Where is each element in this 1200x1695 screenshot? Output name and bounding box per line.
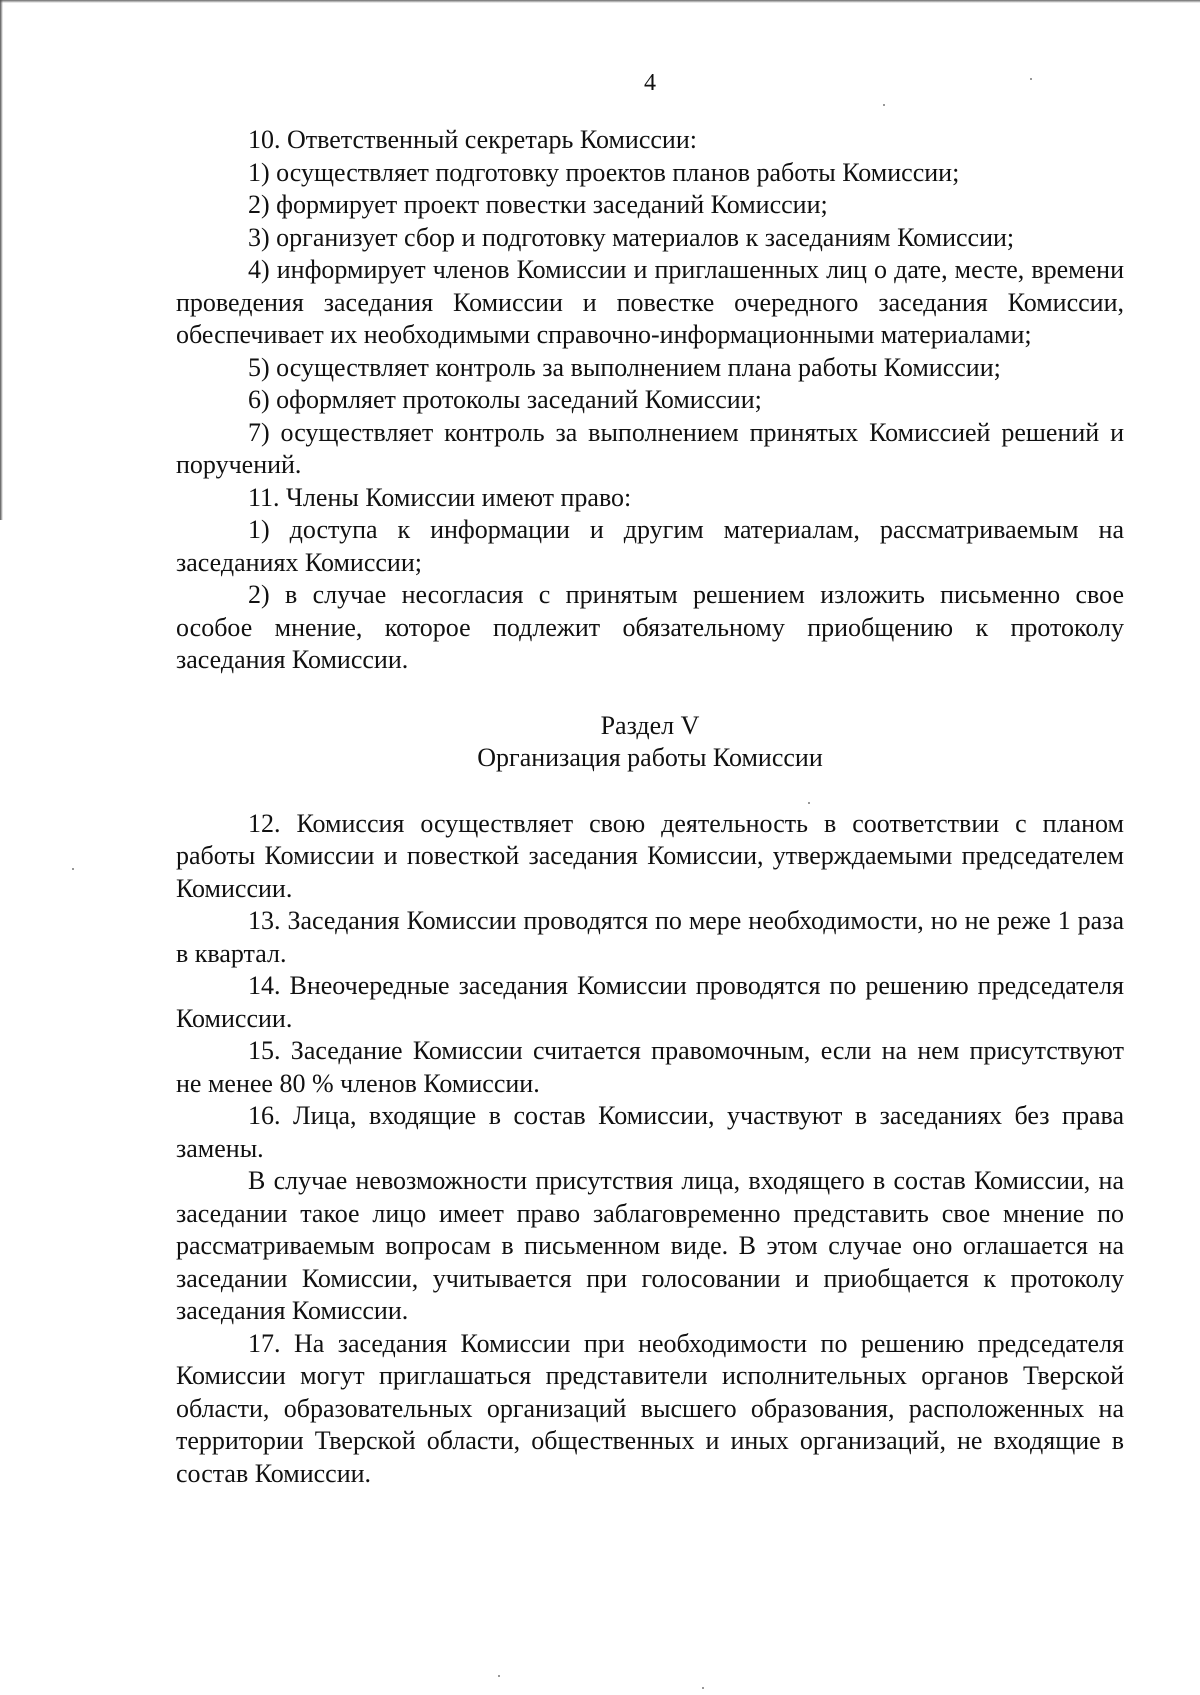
paragraph: 1) осуществляет подготовку проектов планов работы Комиссии; — [248, 157, 960, 187]
paragraph: 3) организует сбор и подготовку материалов к заседаниям Комиссии; — [248, 222, 1015, 252]
paragraph: 12. Комиссия осуществляет свою деятельность в соответствии с планом работы Комиссии и повесткой заседания Комиссии, утверждаемыми председателем Комиссии. — [176, 808, 1124, 903]
paragraph: 2) в случае несогласия с принятым решением изложить письменно свое особое мнение, которое подлежит обязательному приобщению к протоколу заседания Комиссии. — [176, 580, 1124, 674]
scan-speck — [702, 1687, 704, 1689]
paragraph: 10. Ответственный секретарь Комиссии: — [248, 125, 697, 154]
paragraph: 15. Заседание Комиссии считается правомочным, если на нем присутствуют не менее 80 % членов Комиссии. — [176, 1036, 1124, 1098]
paragraph: 16. Лица, входящие в состав Комиссии, участвуют в заседаниях без права замены. — [176, 1101, 1124, 1163]
scan-speck — [1030, 78, 1032, 80]
paragraph: 13. Заседания Комиссии проводятся по мере необходимости, но не реже 1 раза в квартал. — [176, 906, 1124, 968]
paragraph: 1) доступа к информации и другим материалам, рассматриваемым на заседаниях Комиссии; — [176, 515, 1124, 577]
section-heading: Раздел V — [600, 710, 700, 740]
paragraph: 4) информирует членов Комиссии и приглашенных лиц о дате, месте, времени проведения заседания Комиссии и повестке очередного заседания Комиссии, обеспечивает их необходимыми справочно-информационными материалами; — [176, 255, 1124, 349]
paragraph: 17. На заседания Комиссии при необходимости по решению председателя Комиссии могут приглашаться представители исполнительных органов Тверской области, образовательных организаций высшего образования, расположенных на территории Тверской области, общественных и иных организаций, не входящие в состав Комиссии. — [176, 1328, 1124, 1488]
scan-speck — [498, 1675, 500, 1677]
paragraph: 2) формирует проект повестки заседаний Комиссии; — [248, 190, 828, 219]
scan-speck — [808, 802, 810, 804]
paragraph: 7) осуществляет контроль за выполнением принятых Комиссией решений и поручений. — [176, 417, 1124, 479]
paragraph: 14. Внеочередные заседания Комиссии проводятся по решению председателя Комиссии. — [176, 971, 1124, 1033]
paragraph: 6) оформляет протоколы заседаний Комиссии; — [248, 385, 762, 414]
organization-block — [176, 808, 1124, 1491]
paragraph: 5) осуществляет контроль за выполнением плана работы Комиссии; — [248, 352, 1001, 382]
section-title: Организация работы Комиссии — [477, 743, 823, 772]
scan-speck — [72, 868, 74, 870]
document-body — [176, 124, 1124, 1490]
paragraph: 11. Члены Комиссии имеют право: — [248, 482, 632, 512]
scan-edge-top — [0, 0, 1200, 3]
page-number: 4 — [644, 70, 656, 96]
scan-speck — [883, 104, 885, 106]
responsibilities-block — [176, 124, 1124, 677]
paragraph: В случае невозможности присутствия лица, входящего в состав Комиссии, на заседании такое лицо имеет право заблаговременно представить свое мнение по рассматриваемым вопросам в письменном виде. В этом случае оно оглашается на заседании Комиссии, учитывается при голосовании и приобщается к протоколу заседания Комиссии. — [176, 1166, 1124, 1325]
